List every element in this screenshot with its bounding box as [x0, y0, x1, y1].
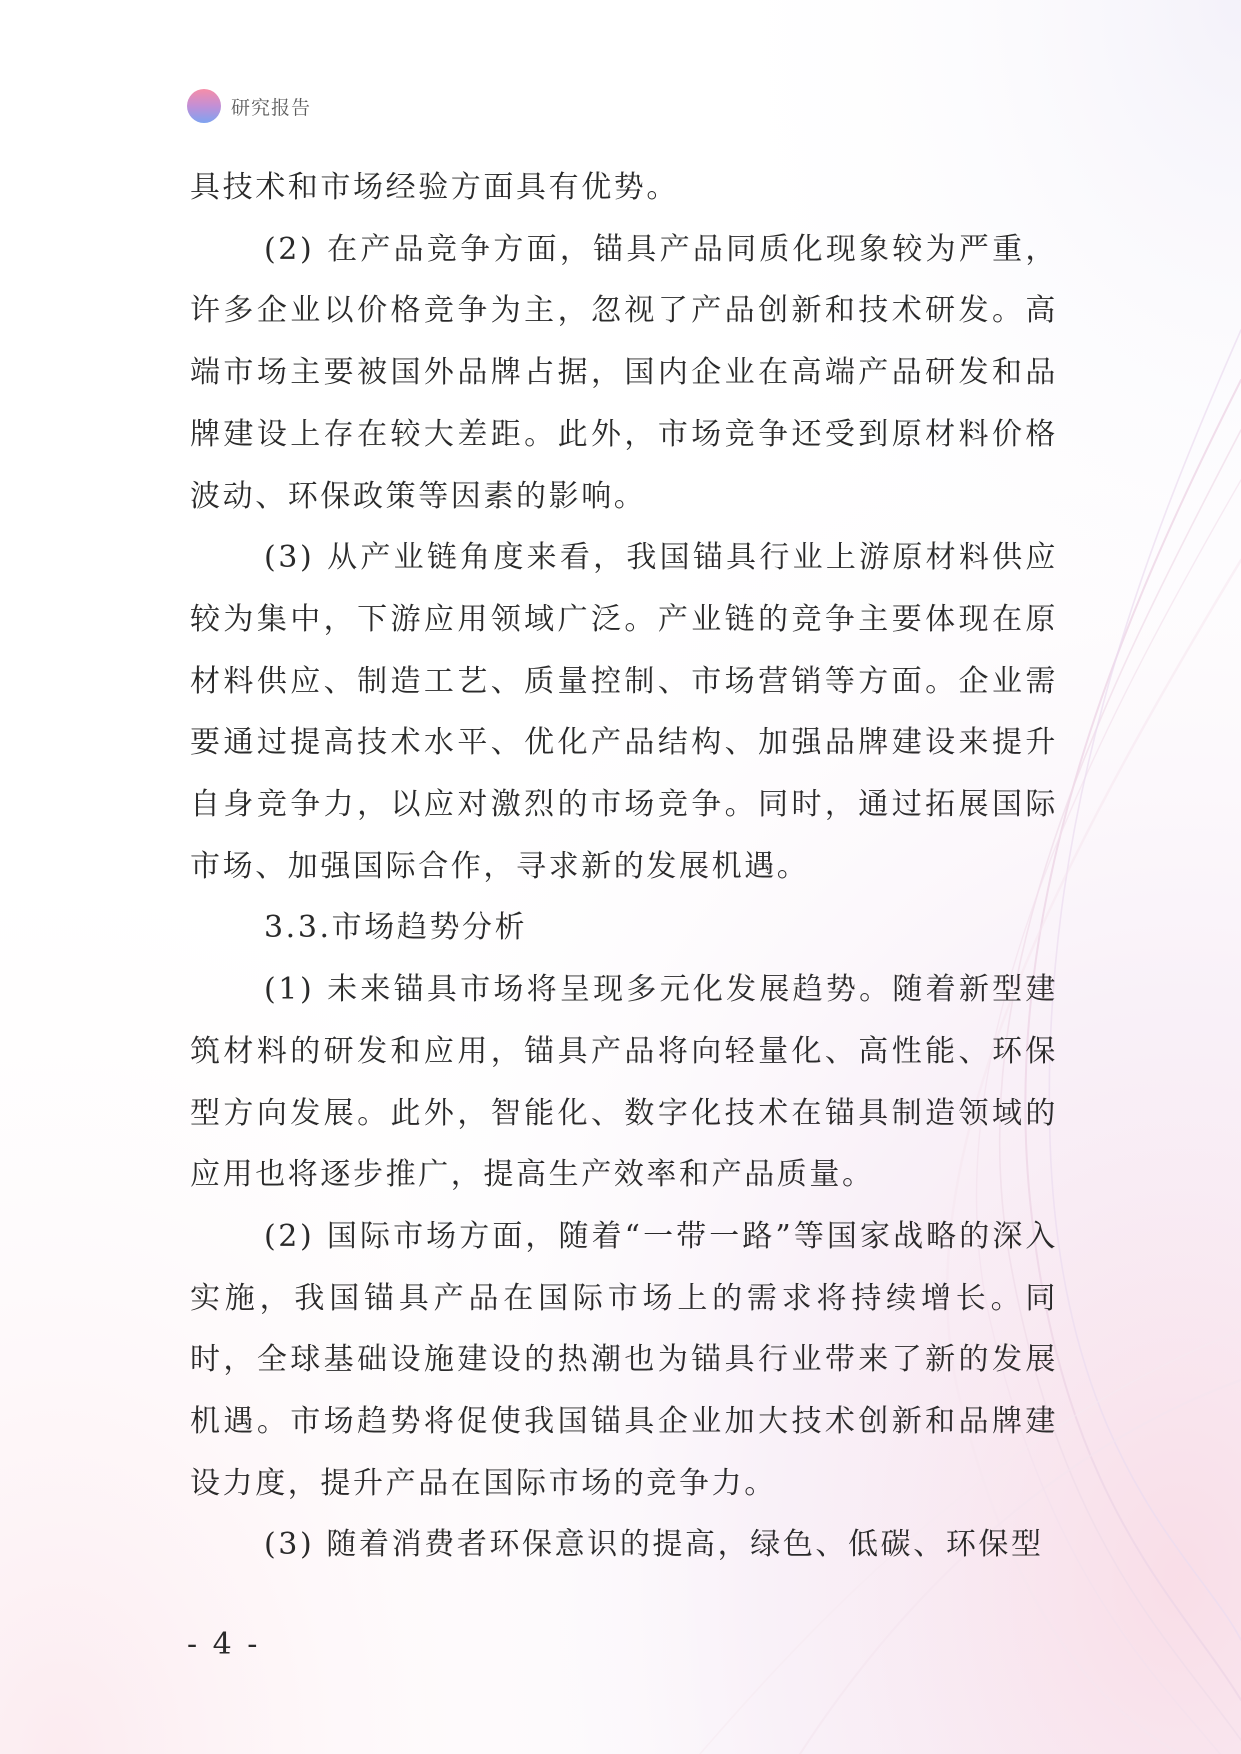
paragraph-international-market: (2) 国际市场方面，随着“一带一路”等国家战略的深入实施，我国锚具产品在国际市场上的需求将持续增长。同时，全球基础设施建设的热潮也为锚具行业带来了新的发展机遇。市场趋势将促使我国锚具企业加大技术创新和品牌建设力度，提升产品在国际市场的竞争力。: [190, 1218, 1058, 1501]
paragraph-product-competition: (2) 在产品竞争方面，锚具产品同质化现象较为严重，许多企业以价格竞争为主，忽视了产品创新和技术研发。高端市场主要被国外品牌占据，国内企业在高端产品研发和品牌建设上存在较大差距。此外，市场竞争还受到原材料价格波动、环保政策等因素的影响。: [190, 231, 1058, 514]
report-logo-icon: [187, 89, 221, 123]
page-header: [187, 88, 311, 124]
paragraph-industry-chain: (3) 从产业链角度来看，我国锚具行业上游原材料供应较为集中，下游应用领域广泛。产业链的竞争主要体现在原材料供应、制造工艺、质量控制、市场营销等方面。企业需要通过提高技术水平、优化产品结构、加强品牌建设来提升自身竞争力，以应对激烈的市场竞争。同时，通过拓展国际市场、加强国际合作，寻求新的发展机遇。: [190, 540, 1058, 884]
document-body: [190, 157, 1058, 1576]
page-number: - 4 -: [187, 1627, 261, 1662]
paragraph-continuation: 具技术和市场经验方面具有优势。: [190, 170, 679, 205]
paragraph-diversification-trend: (1) 未来锚具市场将呈现多元化发展趋势。随着新型建筑材料的研发和应用，锚具产品将向轻量化、高性能、环保型方向发展。此外，智能化、数字化技术在锚具制造领域的应用也将逐步推广，提高生产效率和产品质量。: [190, 972, 1058, 1193]
section-heading-market-trends: 3.3.市场趋势分析: [264, 910, 528, 946]
paragraph-environmental-awareness: (3) 随着消费者环保意识的提高，绿色、低碳、环保型: [264, 1527, 1044, 1563]
header-title: 研究报告: [231, 96, 312, 119]
